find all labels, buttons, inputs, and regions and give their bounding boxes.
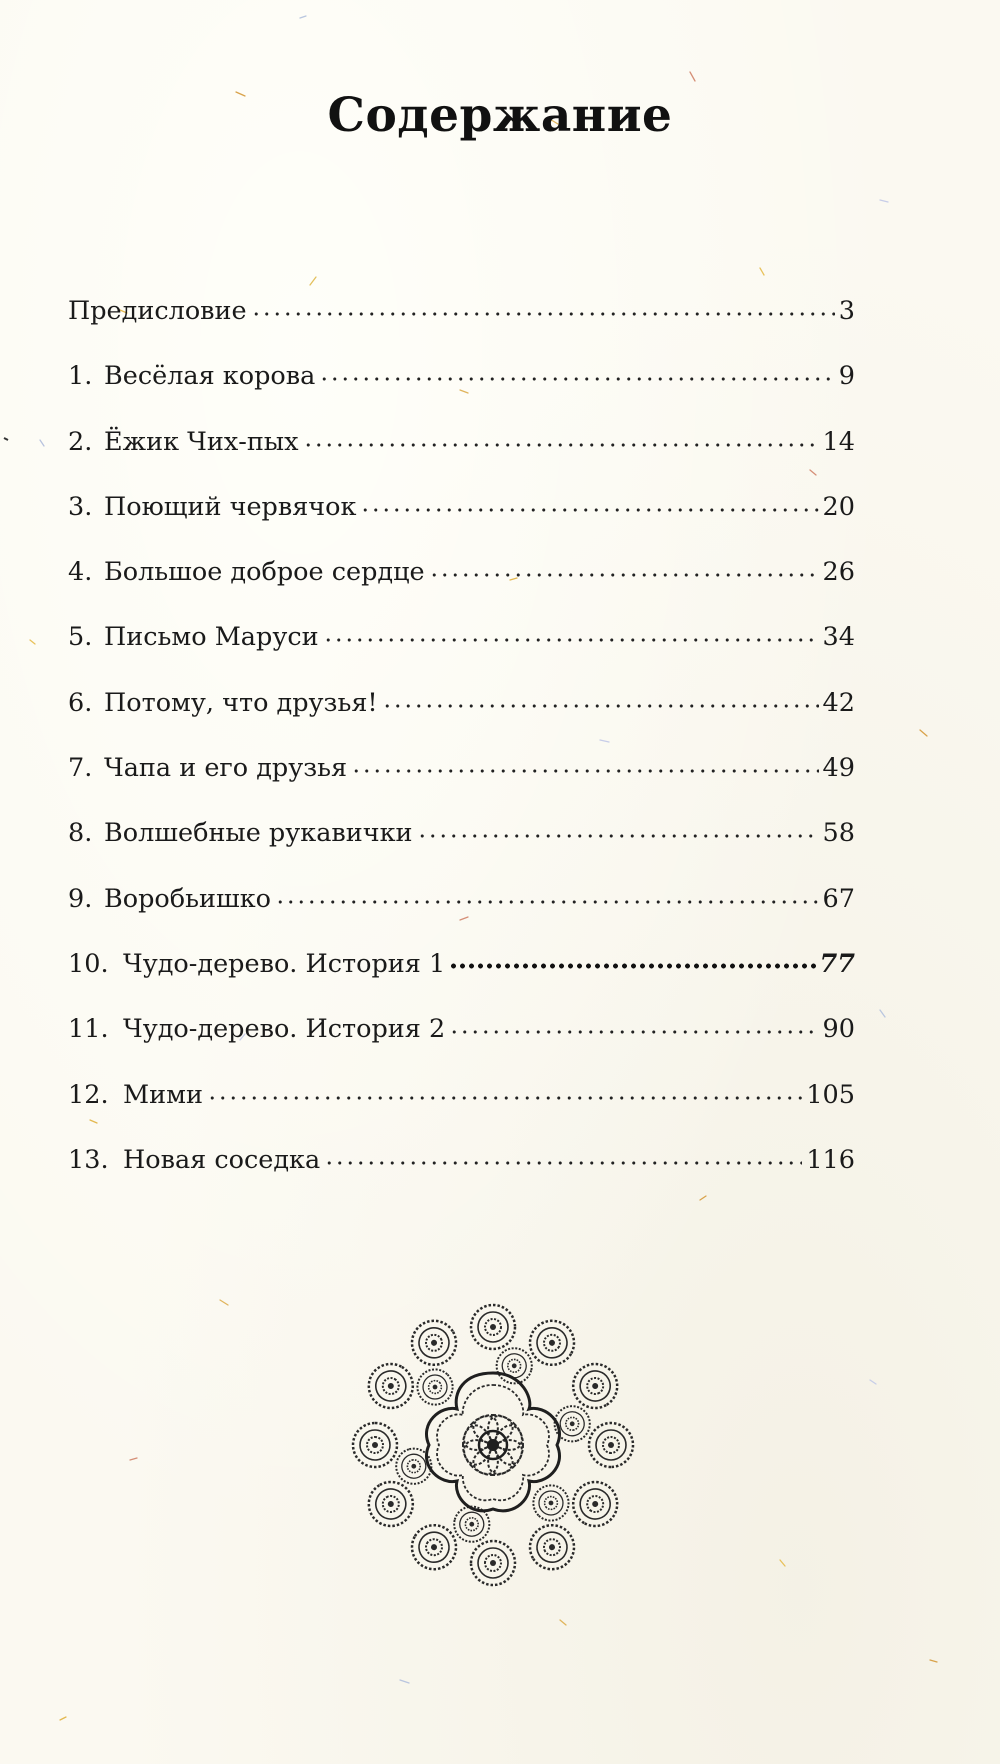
toc-entry[interactable] xyxy=(68,427,855,492)
toc-entry[interactable] xyxy=(68,1080,855,1145)
toc-entry[interactable] xyxy=(68,949,855,1014)
toc-entry-page: 3 xyxy=(838,296,855,326)
toc-entry[interactable] xyxy=(68,1145,855,1210)
toc-entry-page: 58 xyxy=(822,818,855,849)
ornament-center-flower xyxy=(426,1373,559,1511)
toc-entry-title: Потому, что друзья! xyxy=(104,687,378,718)
toc-entry-title: Большое доброе сердце xyxy=(104,557,425,588)
toc-entry-title: Мими xyxy=(123,1079,203,1110)
toc-entry-number: 12. xyxy=(68,1079,109,1110)
toc-entry-number: 9. xyxy=(68,883,93,914)
dot-leader xyxy=(207,1096,802,1100)
toc-entry[interactable] xyxy=(68,361,855,426)
toc-entry-title: Ёжик Чих-пых xyxy=(104,426,299,457)
table-of-contents xyxy=(68,296,855,1210)
page-title: Содержание xyxy=(327,88,673,143)
toc-entry-title: Письмо Маруси xyxy=(104,622,319,653)
toc-entry-number: 7. xyxy=(68,753,93,784)
toc-entry-page: 49 xyxy=(822,753,855,784)
dot-leader xyxy=(382,704,819,708)
toc-entry-page: 77 xyxy=(819,948,855,979)
toc-entry[interactable] xyxy=(68,557,855,622)
toc-entry-number: 11. xyxy=(68,1014,109,1045)
toc-entry[interactable] xyxy=(68,884,855,949)
dot-leader xyxy=(323,638,819,642)
dot-leader xyxy=(251,312,835,316)
dot-leader xyxy=(449,1030,818,1034)
toc-entry-number: 4. xyxy=(68,557,93,588)
dot-leader xyxy=(303,443,819,447)
toc-entry-page: 34 xyxy=(822,622,855,653)
toc-entry-page: 26 xyxy=(822,557,855,588)
toc-entry[interactable] xyxy=(68,1014,855,1079)
toc-entry-title: Чудо-дерево. История 2 xyxy=(123,1014,446,1045)
toc-entry-number: 13. xyxy=(68,1144,109,1175)
toc-entry-preface[interactable] xyxy=(68,296,855,361)
dot-leader xyxy=(429,573,819,577)
dot-leader xyxy=(417,834,819,838)
dot-leader xyxy=(319,377,834,381)
toc-entry-number: 3. xyxy=(68,491,93,522)
toc-entry[interactable] xyxy=(68,492,855,557)
toc-entry-number: 5. xyxy=(68,622,93,653)
toc-entry-page: 9 xyxy=(838,361,855,392)
toc-entry-title: Новая соседка xyxy=(123,1144,321,1175)
toc-entry-page: 116 xyxy=(806,1144,855,1175)
toc-entry-number: 10. xyxy=(68,948,109,979)
toc-entry-page: 105 xyxy=(806,1079,855,1110)
toc-entry[interactable] xyxy=(68,818,855,883)
toc-entry-title: Чудо-дерево. История 1 xyxy=(123,948,446,979)
dot-leader xyxy=(275,900,819,904)
toc-entry-page: 20 xyxy=(822,491,855,522)
toc-entry[interactable] xyxy=(68,622,855,687)
toc-entry-title: Предисловие xyxy=(68,296,247,326)
toc-entry-number: 8. xyxy=(68,818,93,849)
toc-entry-title: Чапа и его друзья xyxy=(104,753,348,784)
toc-entry[interactable] xyxy=(68,688,855,753)
toc-entry-page: 42 xyxy=(822,687,855,718)
toc-entry-number: 1. xyxy=(68,361,93,392)
dot-leader xyxy=(449,963,815,969)
toc-entry-number: 6. xyxy=(68,687,93,718)
dot-leader xyxy=(351,769,818,773)
toc-entry-page: 90 xyxy=(822,1014,855,1045)
floral-mandala-ornament-icon xyxy=(348,1300,638,1590)
dot-leader xyxy=(360,508,818,512)
dot-leader xyxy=(324,1161,802,1165)
toc-entry[interactable] xyxy=(68,753,855,818)
toc-entry-page: 67 xyxy=(822,883,855,914)
toc-entry-title: Поющий червячок xyxy=(104,491,357,522)
toc-entry-title: Волшебные рукавички xyxy=(104,818,413,849)
toc-entry-title: Весёлая корова xyxy=(104,361,316,392)
toc-entry-page: 14 xyxy=(822,426,855,457)
toc-entry-title: Воробьишко xyxy=(104,883,271,914)
toc-entry-number: 2. xyxy=(68,426,93,457)
